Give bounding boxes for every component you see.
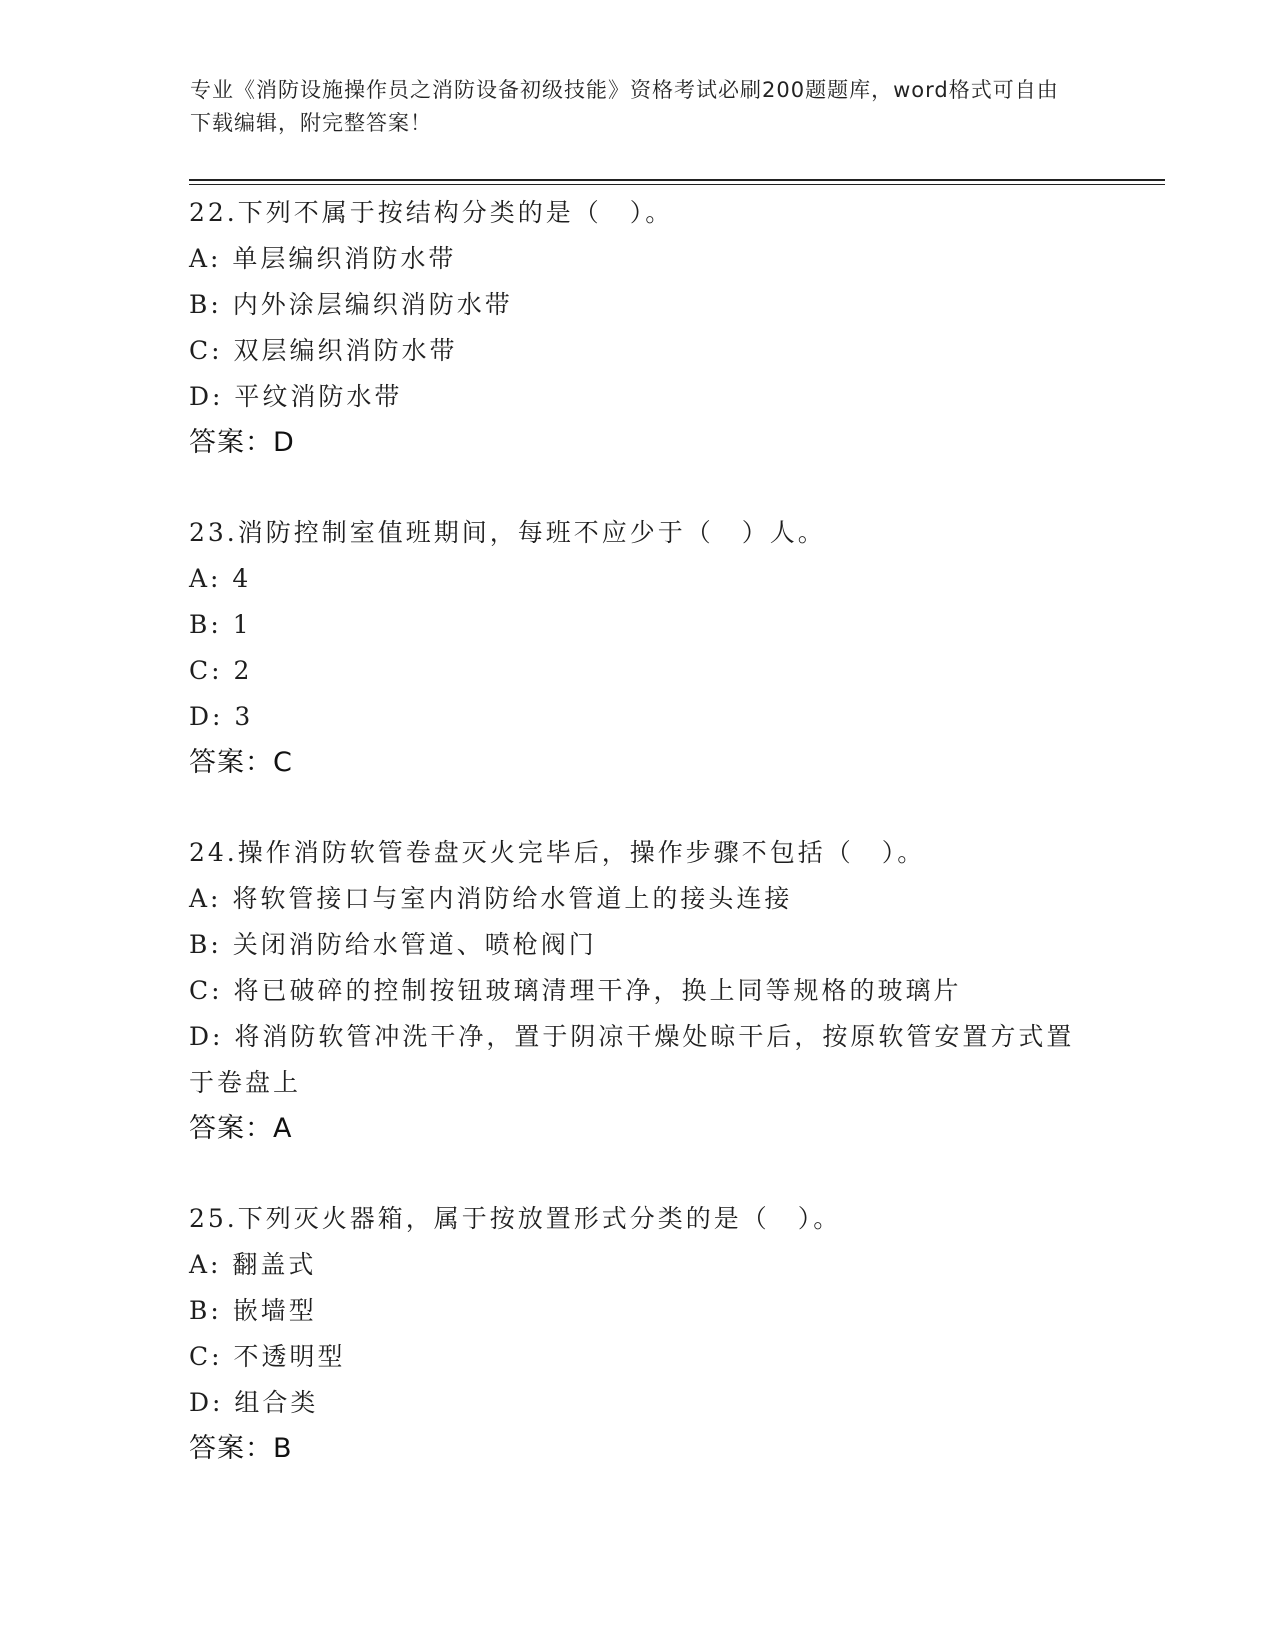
option-b: B: 嵌墙型 bbox=[189, 1296, 317, 1325]
option-c: C: 将已破碎的控制按钮玻璃清理干净，换上同等规格的玻璃片 bbox=[189, 976, 962, 1005]
option-d: D: 组合类 bbox=[189, 1388, 319, 1417]
document-header: 专业《消防设施操作员之消防设备初级技能》资格考试必刷200题题库，word格式可自由下载编辑，附完整答案！ bbox=[190, 78, 1059, 135]
option-a: A: 将软管接口与室内消防给水管道上的接头连接 bbox=[189, 884, 793, 913]
option-d: D: 平纹消防水带 bbox=[189, 382, 403, 411]
option-c: C: 2 bbox=[189, 656, 253, 685]
option-a: A: 翻盖式 bbox=[189, 1250, 317, 1279]
option-b: B: 内外涂层编织消防水带 bbox=[189, 290, 513, 319]
answer-label: 答案：A bbox=[189, 1113, 293, 1144]
question-stem: 24.操作消防软管卷盘灭火完毕后，操作步骤不包括（ ）。 bbox=[189, 838, 926, 867]
header-divider-thin bbox=[189, 184, 1165, 185]
option-a: A: 单层编织消防水带 bbox=[189, 244, 457, 273]
question-25 bbox=[189, 1196, 1089, 1472]
question-stem: 22.下列不属于按结构分类的是（ ）。 bbox=[189, 198, 674, 227]
option-d: D: 3 bbox=[189, 702, 254, 731]
question-24 bbox=[189, 830, 1089, 1152]
option-d: D: 将消防软管冲洗干净，置于阴凉干燥处晾干后，按原软管安置方式置于卷盘上 bbox=[189, 1022, 1075, 1097]
option-c: C: 不透明型 bbox=[189, 1342, 346, 1371]
question-23 bbox=[189, 510, 1089, 786]
option-b: B: 关闭消防给水管道、喷枪阀门 bbox=[189, 930, 597, 959]
question-stem: 23.消防控制室值班期间，每班不应少于（ ）人。 bbox=[189, 518, 826, 547]
question-22 bbox=[189, 190, 1089, 466]
answer-label: 答案：C bbox=[189, 747, 293, 778]
option-c: C: 双层编织消防水带 bbox=[189, 336, 458, 365]
header-divider-thick bbox=[189, 179, 1165, 181]
option-a: A: 4 bbox=[189, 564, 252, 593]
question-stem: 25.下列灭火器箱，属于按放置形式分类的是（ ）。 bbox=[189, 1204, 842, 1233]
answer-label: 答案：D bbox=[189, 427, 295, 458]
question-list bbox=[189, 190, 1089, 1516]
option-b: B: 1 bbox=[189, 610, 252, 639]
answer-label: 答案：B bbox=[189, 1433, 293, 1464]
